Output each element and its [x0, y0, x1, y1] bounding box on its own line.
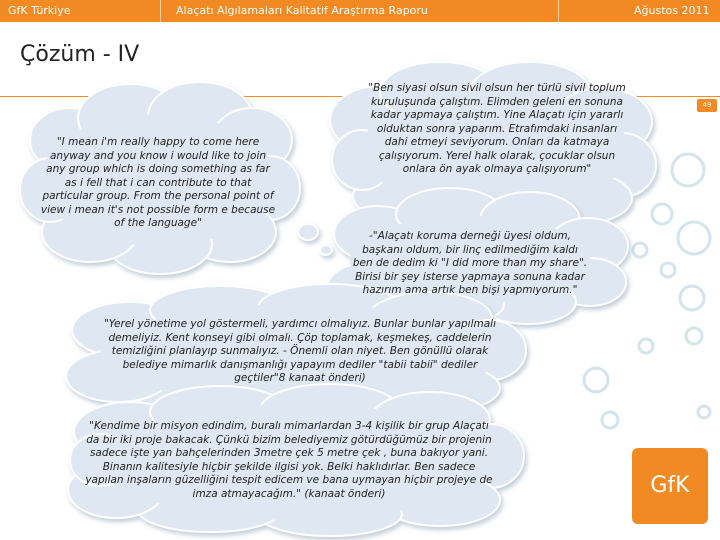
quote-ngo-experience: "Ben siyasi olsun sivil olsun her türlü sivil toplum kuruluşunda çalıştım. Elimden geleni en sonuna kadar yapmaya çalıştım. Yine Alaçatı için yararlı olduktan sonra yaparım. Etrafımdaki insanları dahi etmeyi seviyorum. Onları da katmaya çalışıyorum. Yerel halk olarak, çocuklar olsun onlara ön ayak olmaya çalışıyorum": [368, 82, 626, 175]
quote-preservation-association: -"Alaçatı koruma derneği üyesi oldum, başkanı oldum, bir linç edilmediğim kaldı ben de dedim ki "I did more than my share". Birisi bir şey isterse yapmaya sonuna kadar hazırım ama artık ben bişi yapmıyorum.": [352, 230, 588, 296]
report-date: Ağustos 2011: [634, 4, 710, 17]
page-number: 49: [697, 99, 717, 112]
quote-architect-mission: "Kendime bir misyon edindim, buralı mimarlardan 3-4 kişilik bir grup Alaçatı da bir iki proje bakacak. Çünkü bizim belediyemiz götürdüğümüz bir projenin sadece işte yan bahçelerinden 3metre çek 5 metre çek , buna bakıyor yani. Binanın kalitesiyle hiçbir şekilde ilgisi yok. Belki haklıdırlar. Ben sadece yapılan inşaların güzelliğini tespit edicem ve bana uymayan hiçbir projeye de imza atmayacağım." (kanaat önderi): [85, 420, 493, 500]
quote-english: "I mean i'm really happy to come here anyway and you know i would like to join any group which is doing something as far as i fell that i can contribute to that particular group. From the personal point of view i mean it's not possible form e because of the language": [40, 136, 276, 229]
brand-label: GfK Türkiye: [8, 4, 71, 17]
page-title: Çözüm - IV: [20, 42, 140, 67]
gfk-logo: GfK: [632, 448, 708, 524]
report-title: Alaçatı Algılamaları Kalitatif Araştırma Raporu: [176, 4, 428, 17]
quote-local-government: "Yerel yönetime yol göstermeli, yardımcı olmalıyız. Bunlar bunlar yapılmalı demeliyiz. Kent konseyi gibi olmalı. Çöp toplamak, keşmekeş, caddelerin temizliğini planlayıp sunmalıyız. - Önemli olan niyet. Ben gönüllü olarak belediye mimarlık danışmanlığı yapayım dediler "tabii tabii" dediler geçtiler"8 kanaat önderi): [103, 318, 497, 384]
